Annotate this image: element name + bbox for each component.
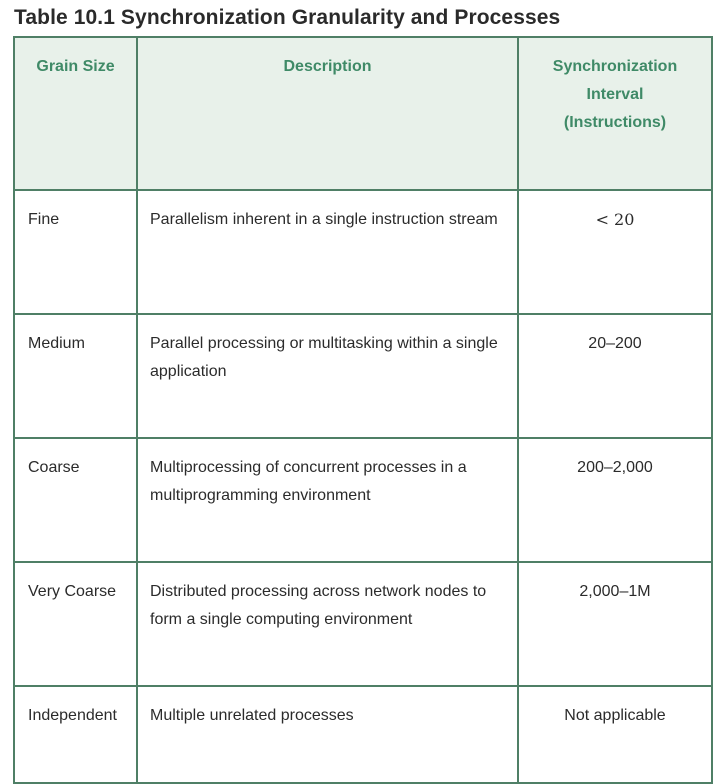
table-caption: Table 10.1 Synchronization Granularity and Processes (14, 6, 561, 29)
interval-cell: 20–200 (518, 314, 712, 438)
grain-size-cell: Very Coarse (14, 562, 137, 686)
grain-size-cell: Fine (14, 190, 137, 314)
grain-size-cell: Coarse (14, 438, 137, 562)
table-row (14, 438, 712, 562)
header-grain-size: Grain Size (14, 37, 137, 190)
description-cell: Parallel processing or multitasking within a single application (137, 314, 518, 438)
description-cell: Multiple unrelated processes (137, 686, 518, 783)
table-header-row (14, 37, 712, 190)
description-cell: Parallelism inherent in a single instruction stream (137, 190, 518, 314)
header-sync-interval (518, 37, 712, 190)
description-cell: Multiprocessing of concurrent processes in a multiprogramming environment (137, 438, 518, 562)
description-cell: Distributed processing across network nodes to form a single computing environment (137, 562, 518, 686)
interval-cell: < 20 (518, 190, 712, 314)
grain-size-cell: Independent (14, 686, 137, 783)
header-description: Description (137, 37, 518, 190)
table-row (14, 190, 712, 314)
header-sync-interval-line3: (Instructions) (563, 114, 667, 131)
table-row (14, 314, 712, 438)
grain-size-cell: Medium (14, 314, 137, 438)
interval-cell: 200–2,000 (518, 438, 712, 562)
granularity-table (13, 36, 713, 784)
header-sync-interval-line1: Synchronization (552, 58, 678, 75)
table-row (14, 562, 712, 686)
header-sync-interval-line2: Interval (586, 86, 644, 103)
table-row (14, 686, 712, 783)
interval-cell: Not applicable (518, 686, 712, 783)
interval-cell: 2,000–1M (518, 562, 712, 686)
